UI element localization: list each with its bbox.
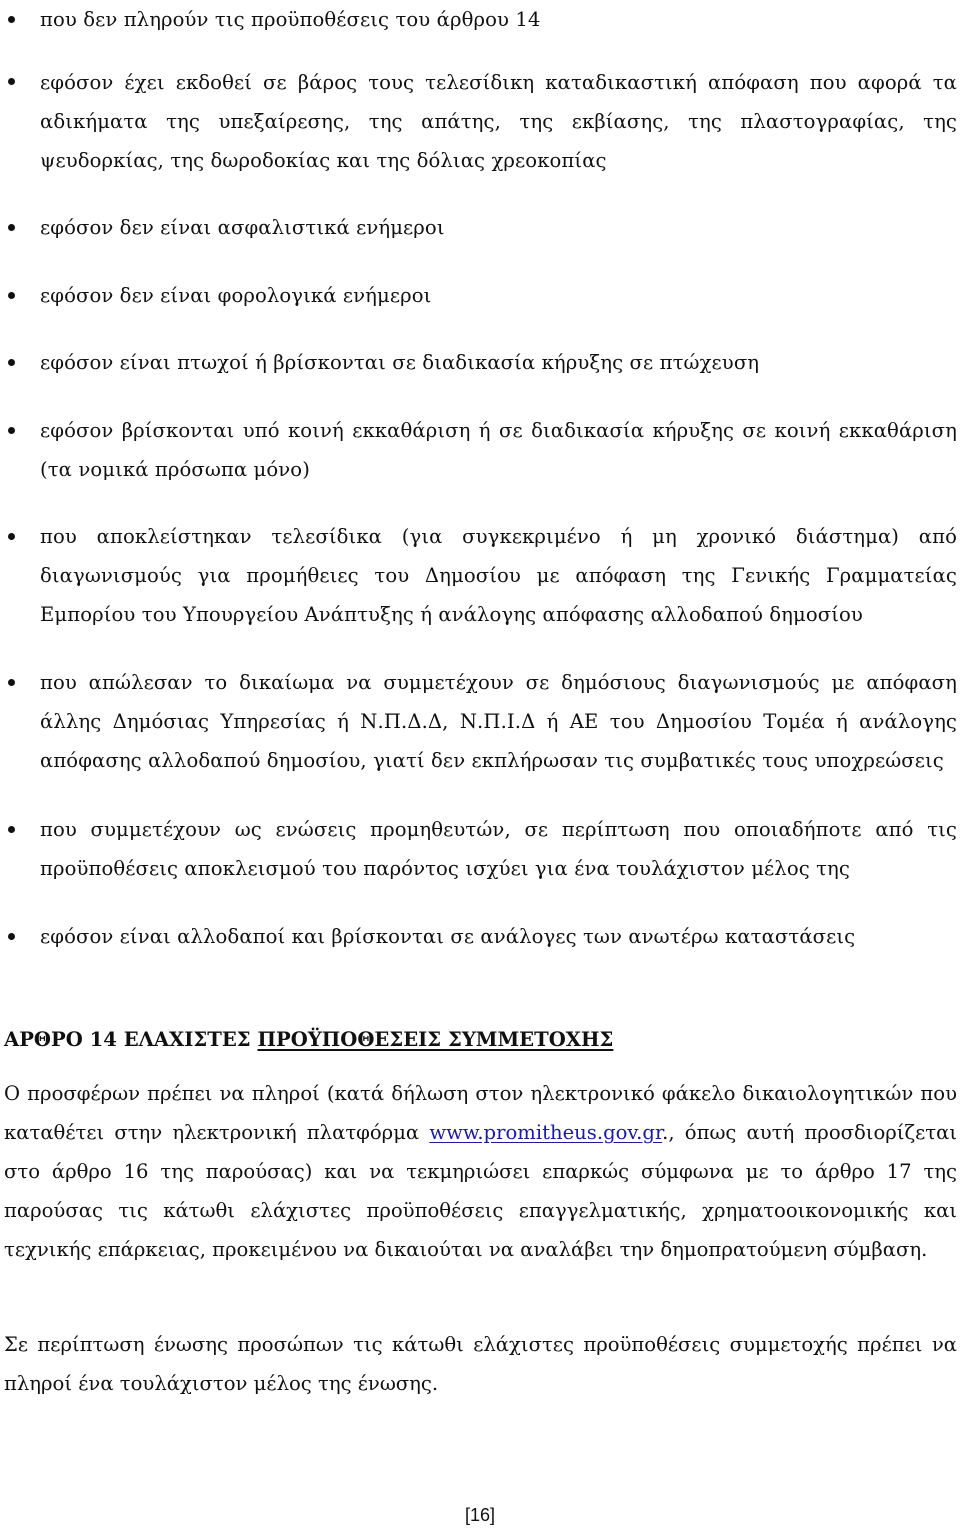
- bullet-icon: [8, 427, 15, 434]
- list-item-text: εφόσον είναι πτωχοί ή βρίσκονται σε διαδικασία κήρυξης σε πτώχευση: [40, 351, 760, 374]
- bullet-icon: [8, 292, 15, 299]
- paragraph-text-end: ., όπως αυτή προσδιορίζεται στο άρθρο 16 της παρούσας) και να τεκμηριώσει επαρκώς σύμφωνα με το άρθρο 17 της παρούσας τις κάτωθι ελάχιστες προϋποθέσεις επαγγελματικής, χρηματοοικονομικής και τεχνικής επάρκειας, προκειμένου να δικαιούται να αναλάβει την δημοπρατούμενη σύμβαση.: [4, 1121, 957, 1261]
- list-item-text: που συμμετέχουν ως ενώσεις προμηθευτών, σε περίπτωση που οποιαδήποτε από τις προϋποθέσεις αποκλεισμού του παρόντος ισχύει για ένα τουλάχιστον μέλος της: [40, 818, 957, 880]
- paragraph-text-start: Ο προσφέρων πρέπει να πληροί (κατά δήλωση στον ηλεκτρονικό φάκελο δικαιολογητικών που καταθέτει στην ηλεκτρονική πλατφόρμα: [4, 1082, 957, 1144]
- list-item-text: που απώλεσαν το δικαίωμα να συμμετέχουν σε δημόσιους διαγωνισμούς με απόφαση άλλης Δημόσιας Υπηρεσίας ή Ν.Π.Δ.Δ, Ν.Π.Ι.Δ ή ΑΕ του Δημοσίου Τομέα ή ανάλογης απόφασης αλλοδαπού δημοσίου, γιατί δεν εκπλήρωσαν τις συμβατικές τους υποχρεώσεις: [40, 671, 957, 772]
- list-item-text: που δεν πληρούν τις προϋποθέσεις του άρθρου 14: [40, 8, 541, 31]
- list-item-text: που αποκλείστηκαν τελεσίδικα (για συγκεκριμένο ή μη χρονικό διάστημα) από διαγωνισμούς για προμήθειες του Δημοσίου με απόφαση της Γενικής Γραμματείας Εμπορίου του Υπουργείου Ανάπτυξης ή ανάλογης απόφασης αλλοδαπού δημοσίου: [40, 525, 957, 626]
- list-item-text: εφόσον έχει εκδοθεί σε βάρος τους τελεσίδικη καταδικαστική απόφαση που αφορά τα αδικήματα της υπεξαίρεσης, της απάτης, της εκβίασης, της πλαστογραφίας, της ψευδορκίας, της δωροδοκίας και της δόλιας χρεοκοπίας: [40, 71, 957, 172]
- article-heading-prefix: ΑΡΘΡΟ 14 ΕΛΑΧΙΣΤΕΣ: [4, 1028, 258, 1051]
- requirements-paragraph: [4, 1074, 957, 1269]
- consortium-paragraph: Σε περίπτωση ένωσης προσώπων τις κάτωθι ελάχιστες προϋποθέσεις συμμετοχής πρέπει να πληροί ένα τουλάχιστον μέλος της ένωσης.: [4, 1333, 957, 1395]
- bullet-icon: [8, 359, 15, 366]
- page-number: [16]: [464, 1505, 496, 1525]
- list-item-text: εφόσον βρίσκονται υπό κοινή εκκαθάριση ή σε διαδικασία κήρυξης σε κοινή εκκαθάριση (τα νομικά πρόσωπα μόνο): [40, 419, 957, 481]
- bullet-icon: [8, 224, 15, 231]
- list-item-text: εφόσον δεν είναι φορολογικά ενήμεροι: [40, 284, 432, 307]
- bullet-icon: [8, 933, 15, 940]
- article-heading-underlined: ΠΡΟΫΠΟΘΕΣΕΙΣ ΣΥΜΜΕΤΟΧΗΣ: [257, 1028, 614, 1051]
- bullet-icon: [8, 826, 15, 833]
- promitheus-link[interactable]: www.promitheus.gov.gr: [429, 1121, 663, 1144]
- bullet-icon: [8, 78, 15, 85]
- bullet-icon: [8, 533, 15, 540]
- list-item-text: εφόσον είναι αλλοδαποί και βρίσκονται σε ανάλογες των ανωτέρω καταστάσεις: [40, 925, 856, 948]
- bullet-icon: [8, 679, 15, 686]
- bullet-icon: [8, 16, 15, 23]
- list-item-text: εφόσον δεν είναι ασφαλιστικά ενήμεροι: [40, 216, 445, 239]
- article-heading: [4, 1022, 944, 1058]
